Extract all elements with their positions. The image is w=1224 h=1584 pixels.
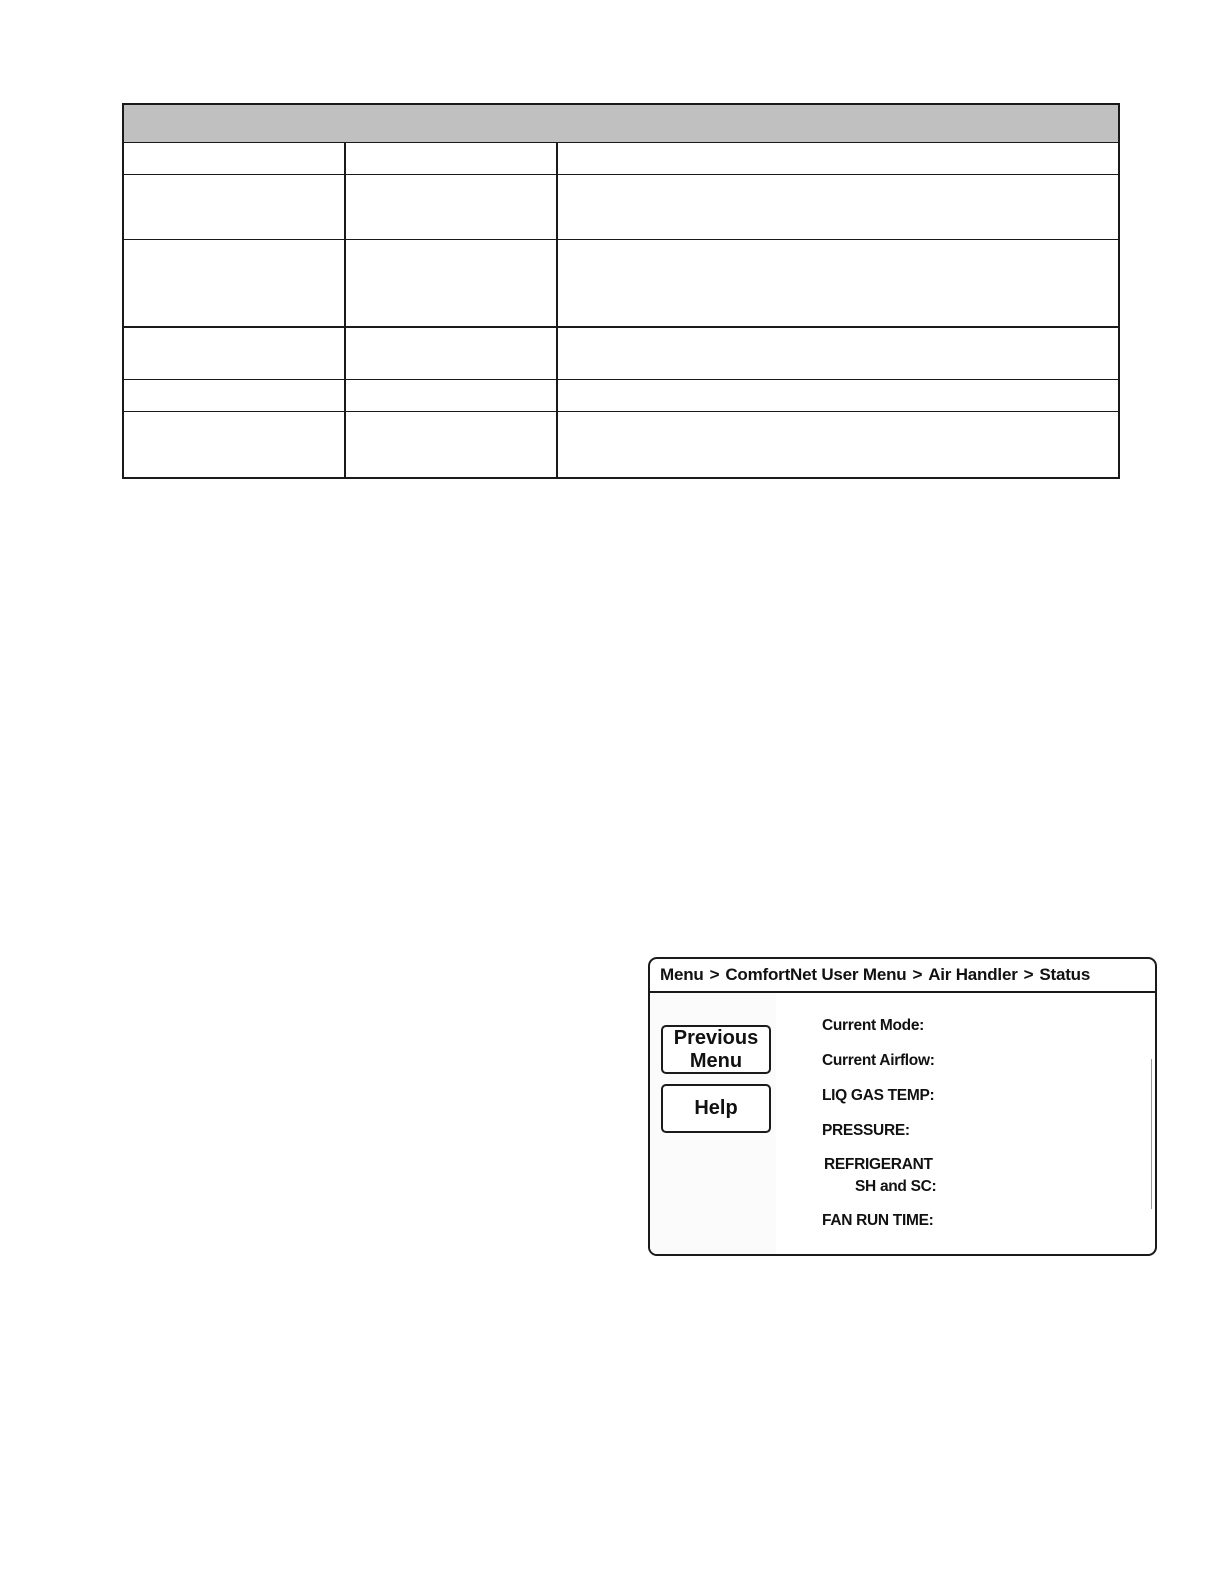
table-row (123, 412, 1119, 478)
table-cell (557, 380, 1119, 412)
pressure-label: PRESSURE: (822, 1122, 910, 1139)
table-header-row (123, 104, 1119, 143)
refrigerant-label-line2: SH and SC: (855, 1178, 937, 1195)
previous-menu-label-line2: Menu (689, 1049, 743, 1072)
table-header-cell (123, 104, 1119, 143)
table-row (123, 175, 1119, 240)
breadcrumb-item-status: Status (1039, 965, 1091, 984)
scrollbar[interactable] (1151, 1059, 1152, 1209)
table-cell (123, 240, 345, 327)
current-airflow-label: Current Airflow: (822, 1052, 935, 1069)
table-row (123, 380, 1119, 412)
breadcrumb-item-comfortnet-user-menu[interactable]: ComfortNet User Menu (725, 965, 907, 984)
table-cell (123, 175, 345, 240)
table-cell (345, 143, 557, 175)
table-cell (557, 327, 1119, 380)
table-cell (123, 412, 345, 478)
fan-run-time-label: FAN RUN TIME: (822, 1212, 934, 1229)
table-cell (123, 380, 345, 412)
previous-menu-button[interactable] (661, 1025, 771, 1074)
table-row (123, 327, 1119, 380)
table-cell (557, 240, 1119, 327)
refrigerant-label-line1: REFRIGERANT (824, 1156, 933, 1173)
table-cell (345, 412, 557, 478)
table-cell (345, 175, 557, 240)
breadcrumb-separator: > (912, 965, 923, 984)
table-cell (345, 380, 557, 412)
table-cell (345, 327, 557, 380)
breadcrumb (650, 959, 1155, 993)
table-row (123, 240, 1119, 327)
breadcrumb-separator: > (709, 965, 720, 984)
air-handler-status-screen (648, 957, 1157, 1256)
table-cell (557, 143, 1119, 175)
breadcrumb-separator: > (1023, 965, 1034, 984)
settings-table (122, 103, 1120, 479)
current-mode-label: Current Mode: (822, 1017, 925, 1034)
table-cell (123, 143, 345, 175)
liq-gas-temp-label: LIQ GAS TEMP: (822, 1087, 935, 1104)
table-cell (557, 175, 1119, 240)
button-panel (650, 993, 776, 1254)
table-cell (123, 327, 345, 380)
breadcrumb-item-air-handler[interactable]: Air Handler (928, 965, 1018, 984)
breadcrumb-item-menu[interactable]: Menu (660, 965, 704, 984)
previous-menu-label-line1: Previous (673, 1026, 759, 1049)
table-row (123, 143, 1119, 175)
table-cell (345, 240, 557, 327)
help-button[interactable]: Help (661, 1084, 771, 1133)
table-cell (557, 412, 1119, 478)
